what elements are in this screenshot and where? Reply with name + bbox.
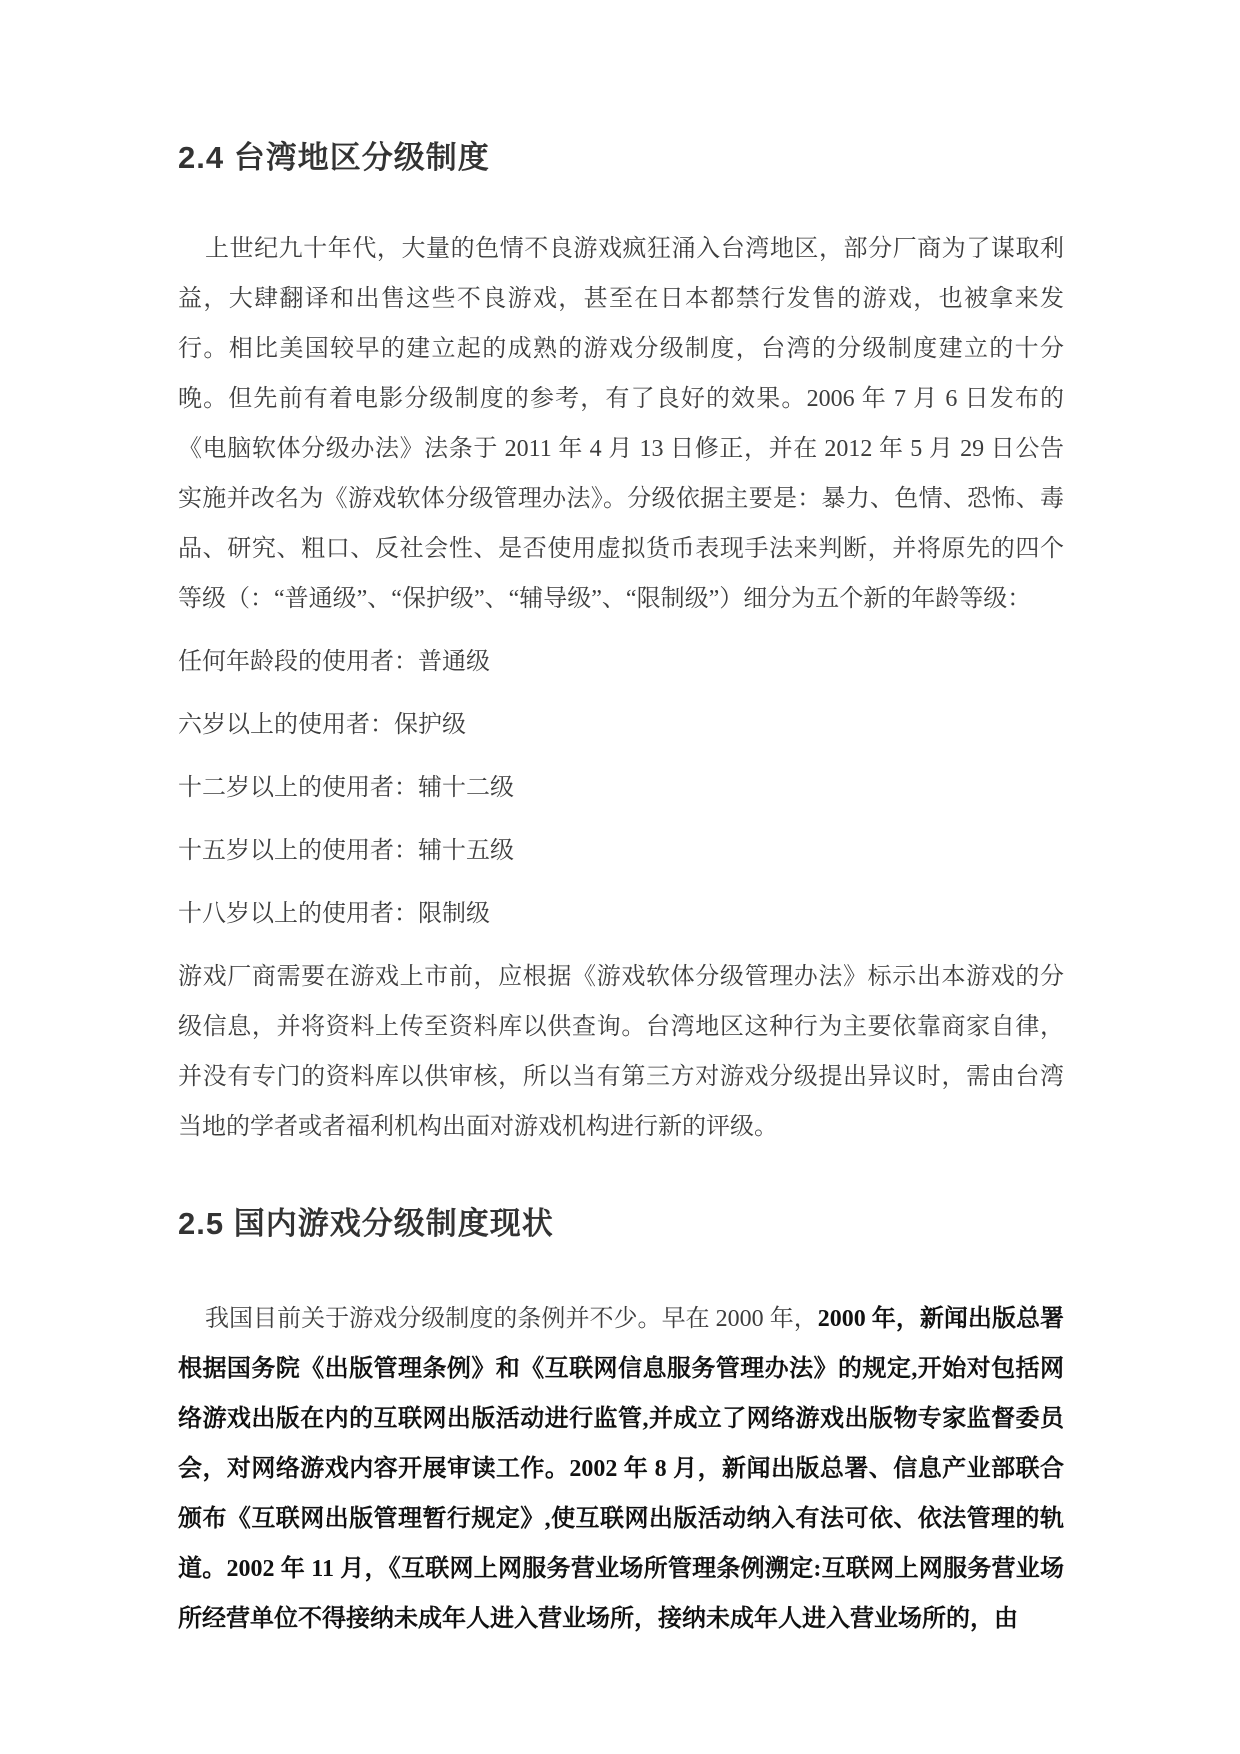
rating-line-all-ages: 任何年龄段的使用者：普通级 bbox=[178, 649, 490, 675]
taiwan-publisher-paragraph: 游戏厂商需要在游戏上市前，应根据《游戏软体分级管理办法》标示出本游戏的分级信息，并将资料上传至资料库以供查询。台湾地区这种行为主要依靠商家自律，并没有专门的资料库以供审核，所以当有第三方对游戏分级提出异议时，需由台湾当地的学者或者福利机构出面对游戏机构进行新的评级。 bbox=[178, 964, 1064, 1140]
rating-line-fifteen-plus: 十五岁以上的使用者：辅十五级 bbox=[178, 838, 514, 864]
rating-line-twelve-plus: 十二岁以上的使用者：辅十二级 bbox=[178, 775, 514, 801]
section-heading-domestic: 2.5 国内游戏分级制度现状 bbox=[178, 1206, 554, 1241]
section-heading-taiwan: 2.4 台湾地区分级制度 bbox=[178, 140, 490, 175]
rating-line-eighteen-plus: 十八岁以上的使用者：限制级 bbox=[178, 901, 490, 927]
domestic-paragraph-regular-run: 我国目前关于游戏分级制度的条例并不少。早在 2000 年， bbox=[205, 1306, 818, 1332]
domestic-status-paragraph bbox=[178, 1294, 1064, 1644]
taiwan-intro-paragraph: 上世纪九十年代，大量的色情不良游戏疯狂涌入台湾地区，部分厂商为了谋取利益，大肆翻译和出售这些不良游戏，甚至在日本都禁行发售的游戏，也被拿来发行。相比美国较早的建立起的成熟的游戏分级制度，台湾的分级制度建立的十分晚。但先前有着电影分级制度的参考，有了良好的效果。2006 年 7 月 6 日发布的《电脑软体分级办法》法条于 2011 年 4 月 13 日修正，并在 2012 年 5 月 29 日公告实施并改名为《游戏软体分级管理办法》。分级依据主要是：暴力、色情、恐怖、毒品、研究、粗口、反社会性、是否使用虚拟货币表现手法来判断，并将原先的四个等级（：“普通级”、“保护级”、“辅导级”、“限制级”）细分为五个新的年龄等级： bbox=[178, 236, 1064, 612]
domestic-paragraph-bold-run: 2000 年，新闻出版总署根据国务院《出版管理条例》和《互联网信息服务管理办法》的规定,开始对包括网络游戏出版在内的互联网出版活动进行监管,并成立了网络游戏出版物专家监督委员会，对网络游戏内容开展审读工作。2002 年 8 月，新闻出版总署、信息产业部联合颁布《互联网出版管理暂行规定》,使互联网出版活动纳入有法可依、依法管理的轨道。2002 年 11 月，《互联网上网服务营业场所管理条例溯定:互联网上网服务营业场所经营单位不得接纳未成年人进入营业场所，接纳未成年人进入营业场所的，由 bbox=[178, 1306, 1065, 1632]
rating-line-six-plus: 六岁以上的使用者：保护级 bbox=[178, 712, 466, 738]
